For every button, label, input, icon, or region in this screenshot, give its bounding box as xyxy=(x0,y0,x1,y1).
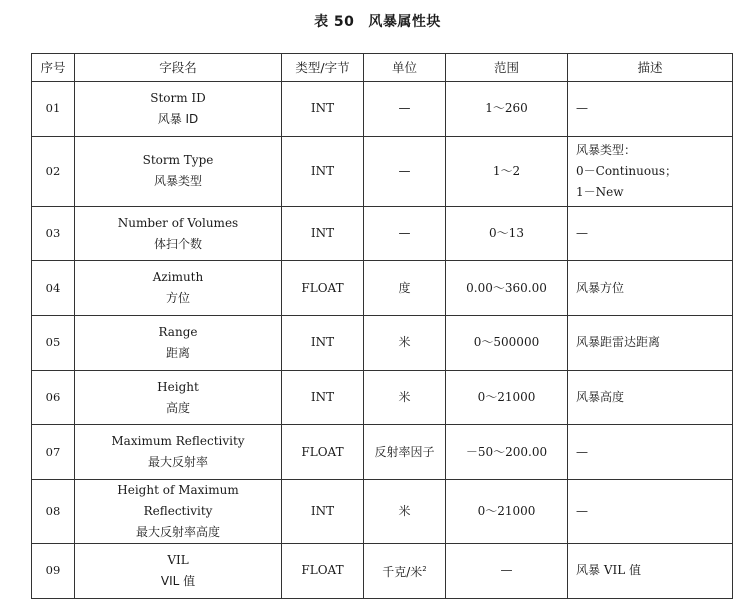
cell-description xyxy=(568,206,733,261)
cell-description xyxy=(568,261,733,316)
table-number: 表 50 xyxy=(314,14,355,30)
cell-field-name xyxy=(75,316,282,371)
cell-unit xyxy=(364,425,446,480)
cell-seq: 04 xyxy=(32,261,75,316)
description-line: 0－Continuous； xyxy=(576,163,677,178)
cell-type: INT xyxy=(282,370,364,425)
cell-field-name xyxy=(75,136,282,206)
unit-text: — xyxy=(398,163,411,178)
unit-text: — xyxy=(398,226,411,241)
unit-superscript: 2 xyxy=(422,564,427,573)
field-name-en: Range xyxy=(158,324,198,339)
cell-unit xyxy=(364,206,446,261)
cell-range: 1～2 xyxy=(446,136,568,206)
header-description: 描述 xyxy=(568,54,733,82)
cell-seq: 08 xyxy=(32,480,75,544)
unit-text: — xyxy=(398,101,411,116)
cell-type: INT xyxy=(282,136,364,206)
field-name-zh: 体扫个数 xyxy=(153,236,202,251)
description-line: 风暴距雷达距离 xyxy=(576,335,661,350)
field-name-en: Height of Maximum Reflectivity xyxy=(117,483,239,519)
cell-type: INT xyxy=(282,206,364,261)
table-row xyxy=(32,261,733,316)
description-line: — xyxy=(576,226,588,241)
field-name-en: Number of Volumes xyxy=(117,215,239,230)
header-field-name: 字段名 xyxy=(75,54,282,82)
cell-description xyxy=(568,425,733,480)
cell-type: FLOAT xyxy=(282,544,364,599)
table-row xyxy=(32,82,733,137)
cell-seq: 06 xyxy=(32,370,75,425)
table-row xyxy=(32,480,733,544)
field-name-en: Storm Type xyxy=(142,153,214,168)
table-caption: 风暴属性块 xyxy=(368,14,441,30)
cell-description xyxy=(568,370,733,425)
cell-description xyxy=(568,82,733,137)
cell-type: FLOAT xyxy=(282,261,364,316)
header-seq: 序号 xyxy=(32,54,75,82)
cell-unit xyxy=(364,480,446,544)
cell-type: INT xyxy=(282,480,364,544)
field-name-en: Height xyxy=(157,379,199,394)
field-name-en: Storm ID xyxy=(150,90,206,105)
description-line: 风暴方位 xyxy=(576,280,625,295)
cell-seq: 03 xyxy=(32,206,75,261)
cell-range: 1～260 xyxy=(446,82,568,137)
cell-unit xyxy=(364,370,446,425)
cell-unit xyxy=(364,136,446,206)
table-title xyxy=(0,11,755,31)
cell-range: －50～200.00 xyxy=(446,425,568,480)
unit-text: 反射率因子 xyxy=(374,444,435,459)
cell-type: INT xyxy=(282,316,364,371)
cell-seq: 07 xyxy=(32,425,75,480)
unit-text: 度 xyxy=(398,280,411,295)
cell-unit xyxy=(364,316,446,371)
field-name-en: Maximum Reflectivity xyxy=(111,434,245,449)
cell-field-name xyxy=(75,480,282,544)
header-row xyxy=(32,54,733,82)
cell-type: INT xyxy=(282,82,364,137)
storm-attribute-table xyxy=(31,53,733,599)
field-name-zh: 最大反射率 xyxy=(147,455,208,470)
table-row xyxy=(32,136,733,206)
table-row xyxy=(32,316,733,371)
field-name-zh: 方位 xyxy=(165,291,190,306)
cell-field-name xyxy=(75,206,282,261)
field-name-zh: 最大反射率高度 xyxy=(135,525,220,540)
cell-field-name xyxy=(75,544,282,599)
description-line: — xyxy=(576,444,588,459)
cell-type: FLOAT xyxy=(282,425,364,480)
table-row xyxy=(32,370,733,425)
table-row xyxy=(32,425,733,480)
field-name-zh: 风暴类型 xyxy=(153,174,202,189)
description-line: — xyxy=(576,101,588,116)
cell-seq: 01 xyxy=(32,82,75,137)
cell-description xyxy=(568,544,733,599)
header-unit: 单位 xyxy=(364,54,446,82)
cell-field-name xyxy=(75,82,282,137)
header-range: 范围 xyxy=(446,54,568,82)
cell-description xyxy=(568,136,733,206)
field-name-zh: 高度 xyxy=(165,400,190,415)
description-line: — xyxy=(576,504,588,519)
cell-field-name xyxy=(75,370,282,425)
description-line: 风暴 VIL 值 xyxy=(576,563,642,578)
table-row xyxy=(32,544,733,599)
field-name-zh: VIL 值 xyxy=(160,573,196,588)
unit-text: 米 xyxy=(398,390,411,405)
cell-range: 0～21000 xyxy=(446,370,568,425)
unit-text: 米 xyxy=(398,504,411,519)
cell-unit xyxy=(364,82,446,137)
cell-seq: 05 xyxy=(32,316,75,371)
cell-description xyxy=(568,316,733,371)
cell-unit xyxy=(364,261,446,316)
description-line: 风暴类型： xyxy=(576,142,637,157)
table-row xyxy=(32,206,733,261)
cell-seq: 02 xyxy=(32,136,75,206)
cell-range: 0.00～360.00 xyxy=(446,261,568,316)
field-name-en: VIL xyxy=(167,552,189,567)
cell-seq: 09 xyxy=(32,544,75,599)
cell-range: 0～500000 xyxy=(446,316,568,371)
cell-field-name xyxy=(75,261,282,316)
cell-unit xyxy=(364,544,446,599)
cell-range: 0～21000 xyxy=(446,480,568,544)
header-type: 类型/字节 xyxy=(282,54,364,82)
unit-text: 千克/米 xyxy=(382,564,423,579)
cell-range: 0～13 xyxy=(446,206,568,261)
cell-field-name xyxy=(75,425,282,480)
description-line: 1－New xyxy=(576,184,624,199)
field-name-zh: 风暴 ID xyxy=(157,111,199,126)
description-line: 风暴高度 xyxy=(576,390,625,405)
cell-description xyxy=(568,480,733,544)
field-name-en: Azimuth xyxy=(152,270,204,285)
field-name-zh: 距离 xyxy=(165,345,190,360)
unit-text: 米 xyxy=(398,335,411,350)
cell-range: — xyxy=(446,544,568,599)
